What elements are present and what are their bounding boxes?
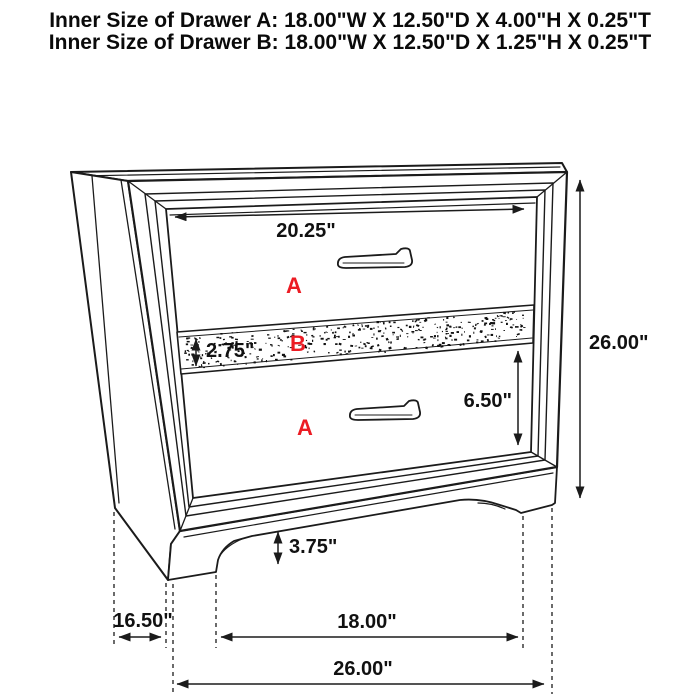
svg-text:2.75": 2.75" (206, 340, 255, 362)
label-drawer-a-bottom: A (297, 415, 313, 440)
label-drawer-b: B (290, 331, 306, 356)
dimension-overall-width (177, 658, 544, 684)
svg-text:16.50": 16.50" (113, 610, 173, 632)
dimension-foot-height (278, 532, 337, 564)
dimension-foot-span (221, 611, 518, 637)
dimension-side-depth (113, 610, 173, 637)
drawer-a-inner-size: Inner Size of Drawer A: 18.00"W X 12.50"D X 4.00"H X 0.25"T (49, 9, 651, 32)
svg-text:26.00": 26.00" (589, 332, 649, 354)
svg-text:26.00": 26.00" (333, 658, 393, 680)
label-drawer-a-top: A (286, 273, 302, 298)
svg-text:18.00": 18.00" (337, 611, 397, 633)
svg-text:20.25": 20.25" (276, 220, 336, 242)
dimension-overall-height (580, 180, 649, 498)
drawer-b-inner-size: Inner Size of Drawer B: 18.00"W X 12.50"D X 1.25"H X 0.25"T (48, 31, 652, 54)
svg-text:3.75": 3.75" (289, 536, 338, 558)
svg-text:6.50": 6.50" (463, 390, 512, 412)
